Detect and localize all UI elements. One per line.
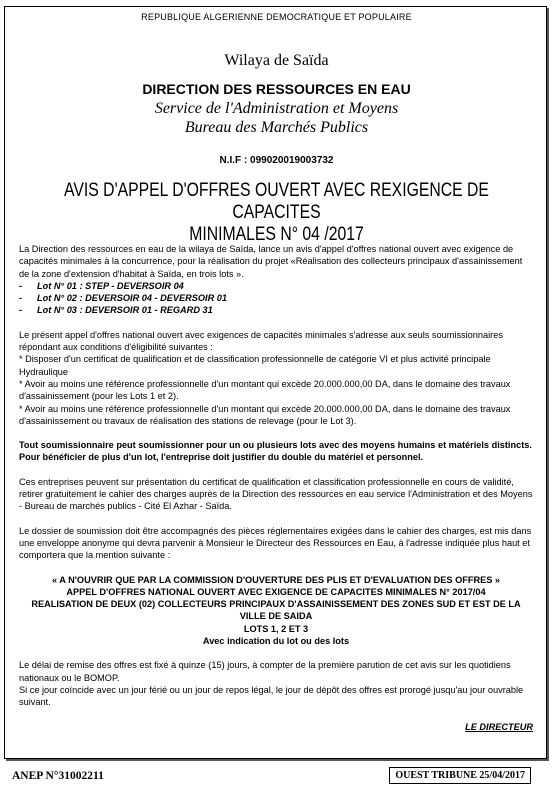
condition-2: * Avoir au moins une référence professionnelle d'un montant qui excède 20.000.000,00 DA, dans le domaine des travaux d'assainissement (pour les Lots 1 et 2). (19, 378, 511, 402)
service-heading: Service de l'Administration et Moyens (154, 100, 399, 117)
lot-item: - Lot N° 01 : STEP - DEVERSOIR 04 (19, 280, 533, 292)
mention-line-1: « A N'OUVRIR QUE PAR LA COMMISSION D'OUVERTURE DES PLIS ET D'EVALUATION DES OFFRES » (51, 574, 501, 585)
lot-item: - Lot N° 02 : DEVERSOIR 04 - DEVERSOIR 01 (19, 292, 533, 304)
condition-1: * Disposer d'un certificat de qualification et de classification professionnelle de catégorie VI et plus activité principale Hydraulique (19, 354, 491, 377)
delai-line-1: Le délai de remise des offres est fixé à quinze (15) jours, à compter de la première parution de cet avis sur les quotidiens nationaux ou le BOMOP. (19, 660, 511, 683)
bold-line-1: Tout soumissionnaire peut soumissionner pour un ou plusieurs lots avec des moyens humains et matériels distincts. (19, 440, 532, 451)
republique-header: REPUBLIQUE ALGERIENNE DEMOCRATIQUE ET POPULAIRE (141, 12, 412, 22)
dossier-paragraph: Le dossier de soumission doit être accompagnés des pièces réglementaires exigées dans le cahier des charges, est mis dans une enveloppe anonyme qui devra parvenir à Monsieur le Directeur des Ressources en Eau, à l'adresse indiquée plus haut et comportera que la mention suivante : (19, 525, 532, 561)
notice-title (55, 180, 497, 246)
publication-source: OUEST TRIBUNE 25/04/2017 (389, 767, 531, 784)
mention-block (19, 574, 533, 648)
bold-paragraph (19, 439, 533, 464)
bureau-heading: Bureau des Marchés Publics (184, 119, 369, 136)
signature: LE DIRECTEUR (465, 721, 533, 732)
mention-line-5: Avec indication du lot ou des lots (202, 636, 350, 647)
title-line-1: AVIS D'APPEL D'OFFRES OUVERT AVEC REXIGENCE DE CAPACITES (64, 180, 489, 223)
condition-3: * Avoir au moins une référence professionnelle d'un montant qui excède 20.000.000,00 DA, dans le domaine des travaux d'assainissement ou travaux de réalisation des stations de relevage (pour le Lot 3). (19, 403, 511, 426)
conditions-intro: Le présent appel d'offres national ouvert avec exigences de capacités minimales s'adresse aux seuls soumissionnaires répondant aux conditions d'éligibilité suivantes : (19, 329, 503, 353)
conditions-paragraph (19, 329, 533, 427)
lot-item: - Lot N° 03 : DEVERSOIR 01 - REGARD 31 (19, 304, 533, 316)
title-line-2: MINIMALES N° 04 /2017 (189, 224, 364, 245)
mention-line-2: APPEL D'OFFRES NATIONAL OUVERT AVEC EXIGENCE DE CAPACITES MINIMALES N° 2017/04 (66, 586, 486, 597)
bold-line-2: Pour bénéficier de plus d'un lot, l'entreprise doit justifier du double du matériel et personnel. (19, 452, 424, 463)
delai-line-2: Si ce jour coïncide avec un jour férié ou un jour de repos légal, le jour de dépôt des offres est prorogé jusqu'au jour ouvrable suivant. (19, 684, 524, 708)
wilaya-heading: Wilaya de Saïda (224, 52, 329, 69)
retrait-paragraph: Ces entreprises peuvent sur présentation du certificat de qualification et classification professionnelle en cours de validité, retirer gratuitement le cahier des charges auprès de la Direction des ressources en eau service l'Administration et des Moyens - Bureau de marchés publics - Cité El Azhar - Saïda. (19, 476, 533, 512)
anep-number: ANEP N°31002211 (12, 770, 104, 782)
mention-line-4: LOTS 1, 2 ET 3 (243, 623, 309, 634)
lots-list (19, 280, 533, 317)
mention-line-3: REALISATION DE DEUX (02) COLLECTEURS PRINCIPAUX D'ASSAINISSEMENT DES ZONES SUD ET EST DE LA VILLE DE SAIDA (31, 599, 521, 622)
notice-body (19, 243, 533, 733)
intro-paragraph: La Direction des ressources en eau de la wilaya de Saïda, lance un avis d'appel d'offres national ouvert avec exigence de capacités minimales à la concurrence, pour la réalisation du projet «Réalisation des collecteurs principaux d'assainissement de la zone d'extension d'habitat à Saïda, en trois lots ». (19, 244, 523, 279)
nif-number: N.I.F : 099020019003732 (219, 155, 334, 166)
direction-heading: DIRECTION DES RESSOURCES EN EAU (142, 81, 411, 97)
delai-paragraph (19, 659, 533, 708)
